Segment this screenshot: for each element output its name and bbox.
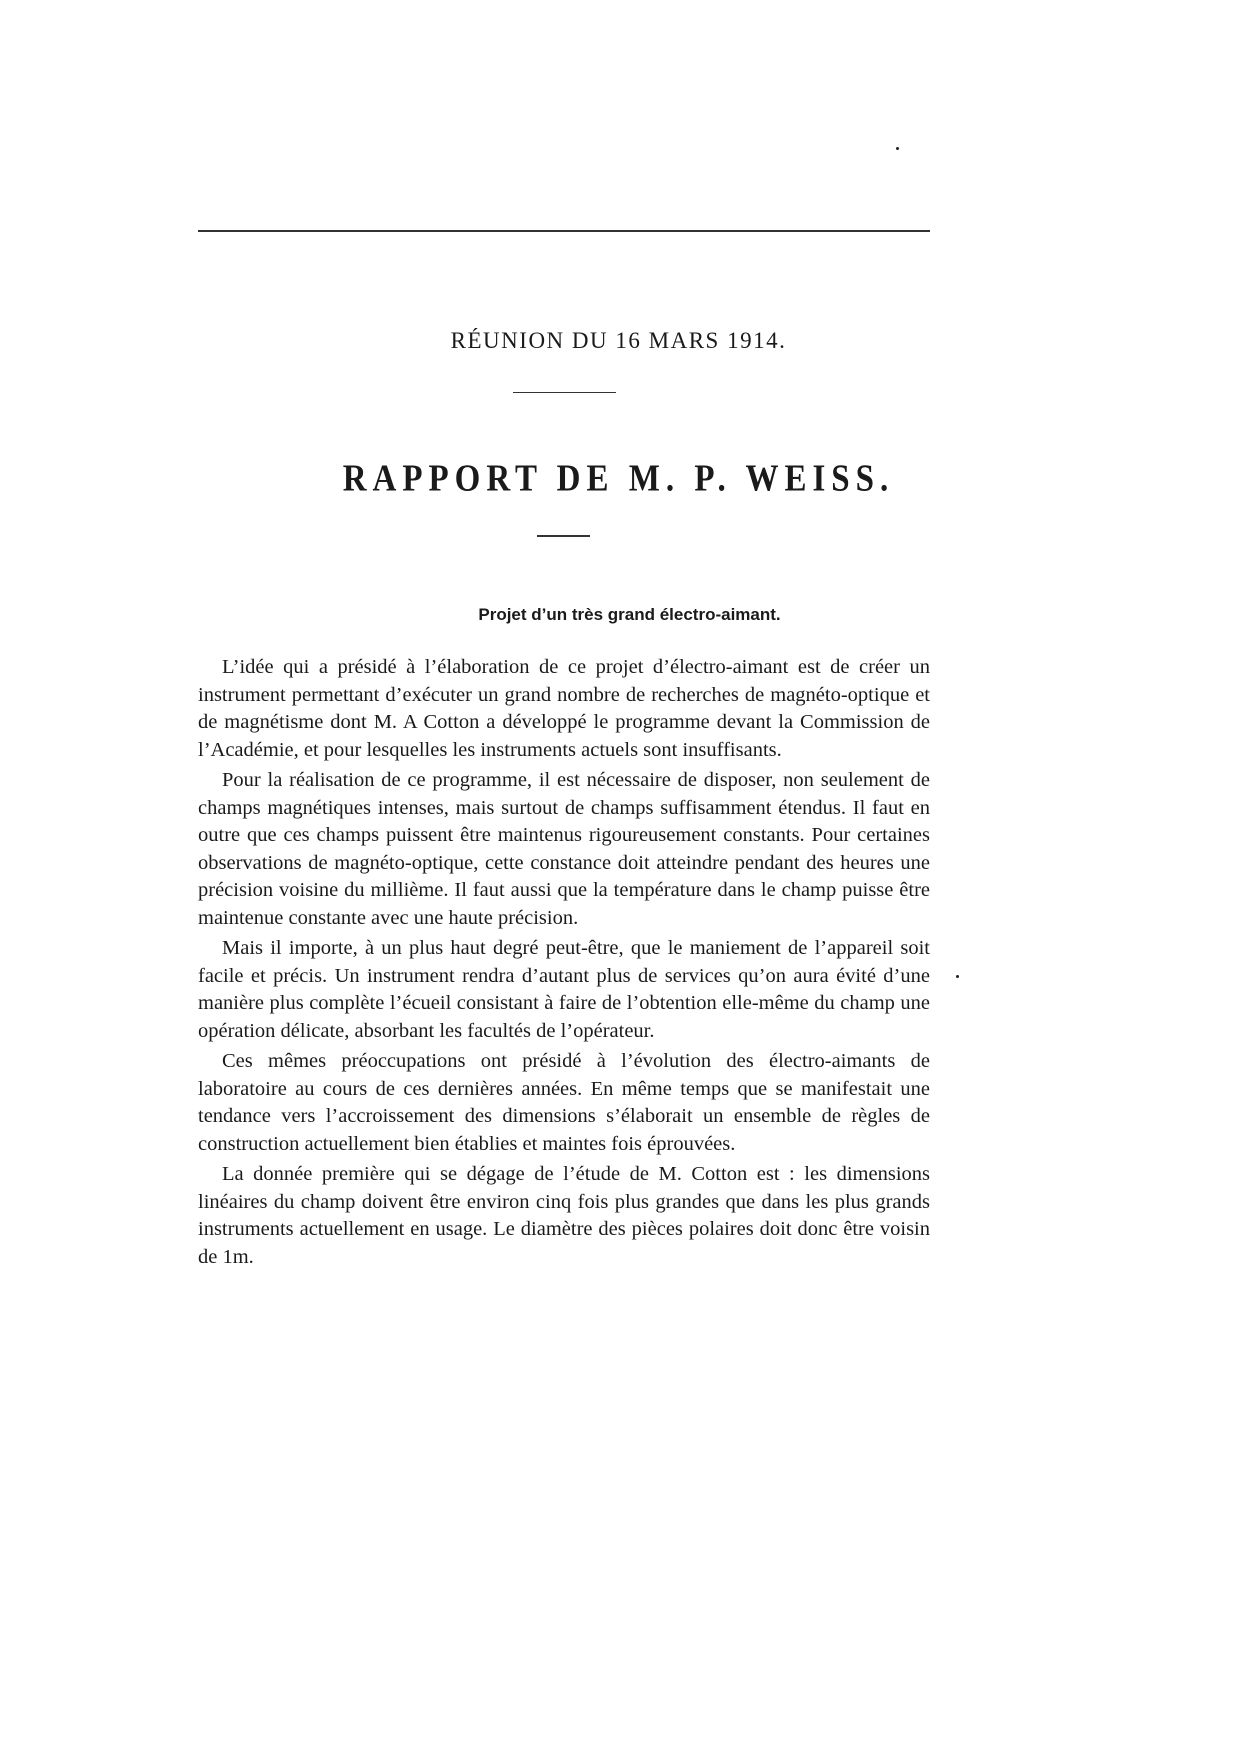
body-text [198,654,930,1274]
print-speck [896,147,899,150]
report-title: RAPPORT DE M. P. WEISS. [342,458,895,500]
print-speck [956,975,959,978]
paragraph: Pour la réalisation de ce programme, il est nécessaire de disposer, non seulement de champs magnétiques intenses, mais surtout de champs suffisamment étendus. Il faut en outre que ces champs puissent être maintenus rigoureusement constants. Pour certaines observations de magnéto-optique, cette constance doit atteindre pendant des heures une précision voisine du millième. Il faut aussi que la température dans le champ puisse être maintenue constante avec une haute précision. [198,769,930,929]
paragraph: Ces mêmes préoccupations ont présidé à l’évolution des électro-aimants de laboratoire au cours de ces dernières années. En même temps que se manifestait une tendance vers l’accroissement des dimensions s’élaborait un ensemble de règles de construction actuellement bien établies et maintes fois éprouvées. [198,1050,930,1155]
meeting-date-heading: RÉUNION DU 16 MARS 1914. [450,328,787,353]
paragraph: La donnée première qui se dégage de l’étude de M. Cotton est : les dimensions linéaires du champ doivent être environ cinq fois plus grandes que dans les plus grands instruments actuellement en usage. Le diamètre des pièces polaires doit donc être voisin de 1m. [198,1163,930,1268]
paragraph: Mais il importe, à un plus haut degré peut-être, que le maniement de l’appareil soit facile et précis. Un instrument rendra d’autant plus de services qu’on aura évité d’une manière plus complète l’écueil consistant à faire de l’obtention elle-même du champ une opération délicate, absorbant les facultés de l’opérateur. [198,937,930,1042]
section-heading: Projet d’un très grand électro-aimant. [478,605,781,624]
paragraph: L’idée qui a présidé à l’élaboration de ce projet d’électro-aimant est de créer un instrument permettant d’exécuter un grand nombre de recherches de magnéto-optique et de magnétisme dont M. A Cotton a développé le programme devant la Commission de l’Académie, et pour lesquelles les instruments actuels sont insuffisants. [198,656,930,761]
top-rule [198,230,930,232]
separator-rule [513,392,616,393]
separator-rule [537,535,590,537]
